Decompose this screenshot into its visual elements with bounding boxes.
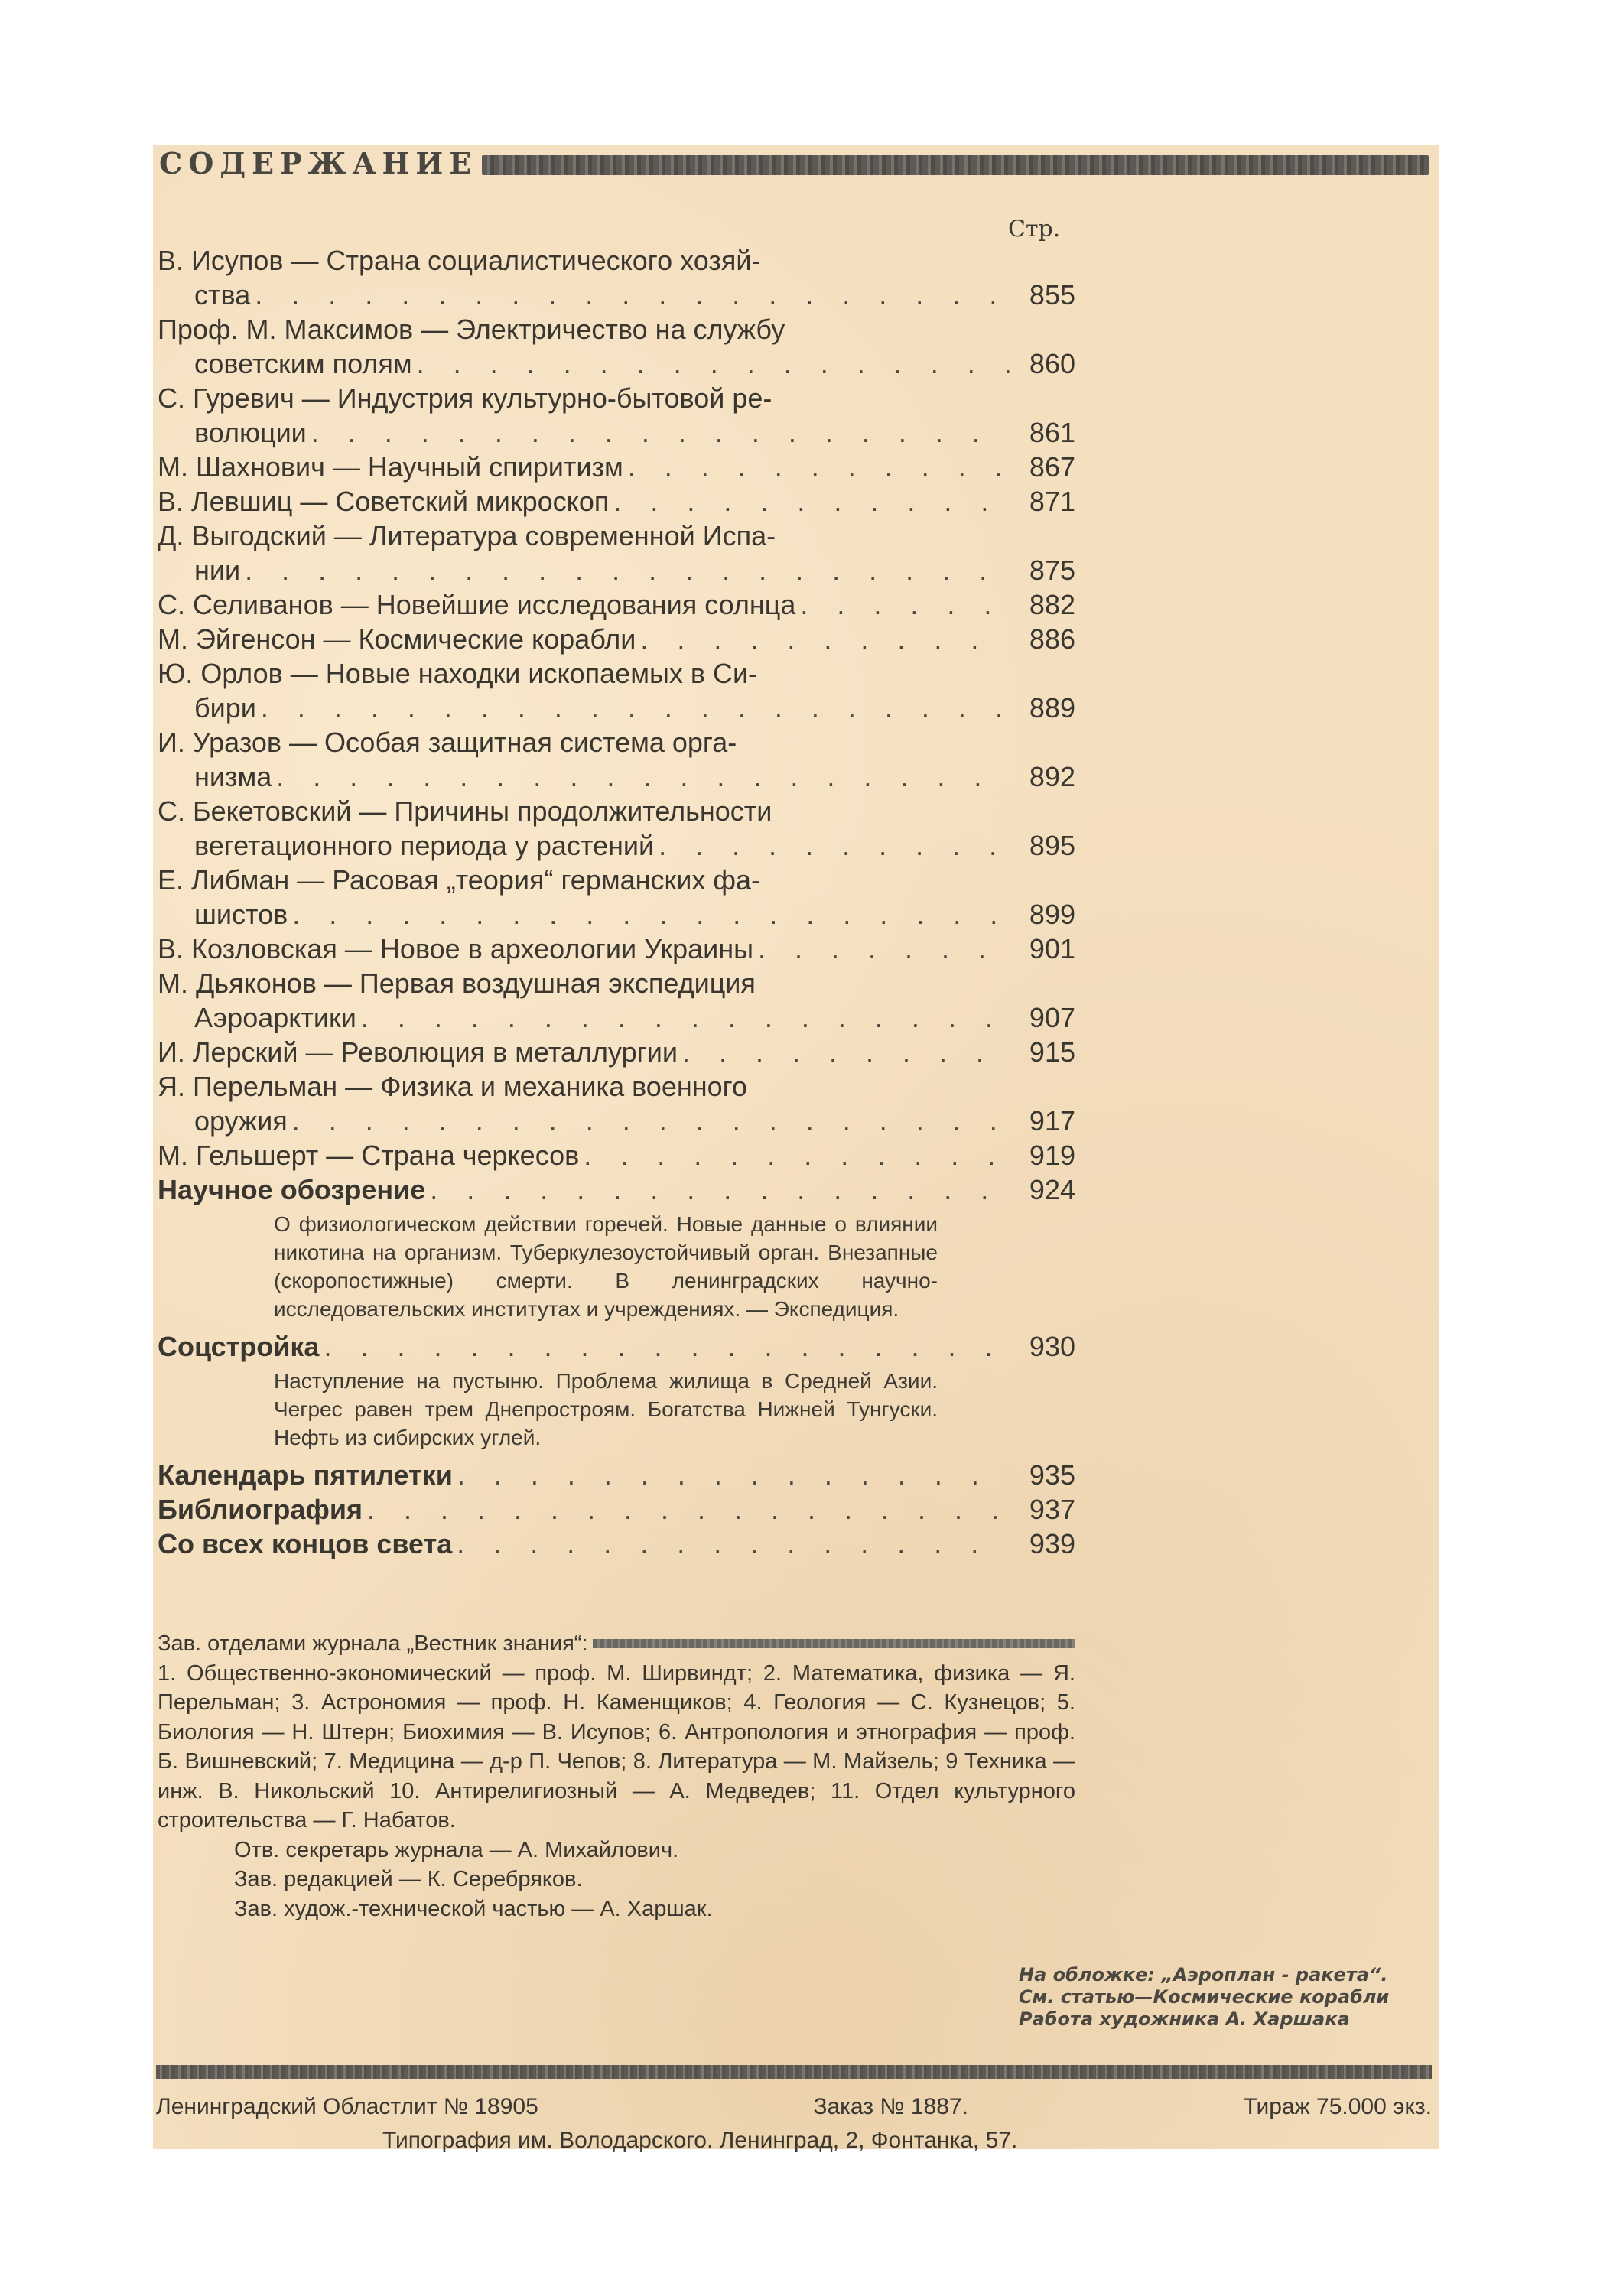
leader-dots: [272, 759, 1010, 794]
toc-page-number: 855: [1029, 279, 1075, 311]
section-title: Соцстройка: [158, 1331, 320, 1362]
toc-entry-text: Д. Выгодский — Литература современной Испа-: [158, 520, 776, 551]
toc-section-line: [158, 1329, 1075, 1364]
editorial-heading: Зав. отделами журнала „Вестник знания“:: [158, 1631, 588, 1656]
leader-dots: [288, 897, 1010, 932]
toc-entry-line: [158, 656, 1075, 691]
toc-page-number: 924: [1029, 1174, 1075, 1205]
toc-section-line: [158, 1527, 1075, 1561]
toc-page-number: 930: [1029, 1331, 1075, 1362]
toc-entry-line: [158, 1000, 1075, 1035]
leader-dots: [307, 415, 1010, 450]
toc-entry-text: В. Левшиц — Советский микроскоп: [158, 486, 610, 517]
toc-entry[interactable]: [158, 966, 1075, 1035]
page-column-label: Стр.: [1008, 216, 1061, 242]
toc-page-number: 901: [1029, 933, 1075, 964]
toc-entry[interactable]: [158, 863, 1075, 932]
toc-entry-text: ства: [194, 279, 251, 311]
toc-page-number: 937: [1029, 1494, 1075, 1525]
leader-dots: [654, 828, 1010, 863]
toc-entry-line: [158, 828, 1075, 863]
toc-section-line: [158, 1458, 1075, 1492]
toc-entry-line: [158, 553, 1075, 587]
toc-entry-line: [158, 346, 1075, 381]
toc-page-number: 915: [1029, 1036, 1075, 1068]
toc-page-number: 917: [1029, 1105, 1075, 1137]
toc-entry-text: вегетационного периода у растений: [194, 830, 655, 861]
leader-dots: [795, 587, 1010, 622]
printer-address: Типография им. Володарского. Ленинград, 2, Фонтанка, 57.: [382, 2128, 1018, 2153]
toc-entry-text: И. Уразов — Особая защитная система орга-: [158, 727, 737, 758]
toc-entry-text: оружия: [194, 1105, 288, 1137]
section-title: Научное обозрение: [158, 1174, 426, 1205]
toc-page-number: 895: [1029, 830, 1075, 861]
toc-page-number: 871: [1029, 486, 1075, 517]
cover-note: [1019, 1964, 1447, 2031]
editorial-board: [158, 1629, 1075, 1924]
toc-entry[interactable]: [158, 381, 1075, 450]
toc-entry[interactable]: [158, 519, 1075, 587]
toc-entry-line: [158, 519, 1075, 553]
leader-dots: [579, 1138, 1010, 1172]
toc-entry-text: М. Гельшерт — Страна черкесов: [158, 1140, 580, 1171]
toc-page-number: 907: [1029, 1002, 1075, 1033]
leader-dots: [356, 1000, 1010, 1035]
leader-dots: [288, 1104, 1010, 1138]
toc-entry-line: [158, 415, 1075, 450]
toc-entry-text: нии: [194, 554, 241, 586]
section-title: Календарь пятилетки: [158, 1459, 453, 1491]
section-annotation: О физиологическом действии горечей. Новые данные о влиянии никотина на организм. Туберкулезоустойчивый орган. Внезапные (скоропостижные) смерти. В ленинградских научно-исследовательских институтах и учреждениях. — Экспедиция.: [274, 1212, 938, 1321]
toc-page-number: 867: [1029, 451, 1075, 483]
toc-entry[interactable]: [158, 1069, 1075, 1138]
toc-entry[interactable]: [158, 243, 1075, 312]
leader-dots: [319, 1329, 1010, 1364]
toc-entry-text: Е. Либман — Расовая „теория“ германских фа-: [158, 864, 760, 896]
toc-entry-line: [158, 794, 1075, 828]
table-of-contents: [158, 243, 1075, 1561]
toc-entry-text: Я. Перельман — Физика и механика военного: [158, 1071, 747, 1102]
section-title: Библиография: [158, 1494, 363, 1525]
leader-dots: [240, 553, 1010, 587]
toc-entry-text: Ю. Орлов — Новые находки ископаемых в Си-: [158, 658, 758, 689]
toc-page-number: 939: [1029, 1528, 1075, 1559]
contents-header: [159, 147, 1429, 180]
leader-dots: [609, 484, 1010, 519]
censor-number: Ленинградский Областлит № 18905: [156, 2094, 538, 2119]
toc-entry-line: [158, 450, 1075, 484]
leader-dots: [453, 1458, 1010, 1492]
toc-page-number: 882: [1029, 589, 1075, 620]
toc-entry-text: низма: [194, 761, 272, 792]
toc-entry[interactable]: [158, 794, 1075, 863]
toc-entry-line: [158, 1138, 1075, 1172]
footer-rule: [156, 2065, 1432, 2079]
toc-entry[interactable]: [158, 450, 1075, 484]
toc-entry-line: [158, 759, 1075, 794]
toc-entry-line: [158, 312, 1075, 346]
toc-entry-line: [158, 622, 1075, 656]
imprint-row: [156, 2094, 1432, 2120]
toc-entry-line: [158, 278, 1075, 312]
toc-entry[interactable]: [158, 622, 1075, 656]
toc-entry-text: М. Шахнович — Научный спиритизм: [158, 451, 623, 483]
toc-entry-text: советским полям: [194, 348, 412, 379]
cover-note-line: См. статью—Космические корабли: [1019, 1986, 1390, 2008]
toc-entry-text: Аэроарктики: [194, 1002, 356, 1033]
print-run: Тираж 75.000 экз.: [1243, 2094, 1432, 2119]
toc-entry-text: С. Селиванов — Новейшие исследования солнца: [158, 589, 796, 620]
toc-entry[interactable]: [158, 1138, 1075, 1172]
leader-dots: [753, 932, 1010, 966]
toc-entry[interactable]: [158, 484, 1075, 519]
toc-page-number: 889: [1029, 692, 1075, 724]
toc-page-number: 919: [1029, 1140, 1075, 1171]
leader-dots: [678, 1035, 1010, 1069]
toc-entry-text: Проф. М. Максимов — Электричество на службу: [158, 314, 785, 345]
toc-section[interactable]: [158, 1172, 1075, 1323]
staff-line: Зав. редакцией — К. Серебряков.: [234, 1867, 583, 1891]
toc-entry[interactable]: [158, 656, 1075, 725]
toc-page-number: 875: [1029, 554, 1075, 586]
cover-note-line: На обложке: „Аэроплан - ракета“.: [1019, 1964, 1388, 1985]
toc-entry-line: [158, 1035, 1075, 1069]
staff-line: Зав. худож.-технической частью — А. Харшак.: [234, 1896, 713, 1921]
toc-section-line: [158, 1492, 1075, 1527]
toc-section[interactable]: [158, 1458, 1075, 1492]
toc-entry[interactable]: [158, 932, 1075, 966]
toc-entry-line: [158, 1069, 1075, 1104]
toc-entry-text: волюции: [194, 417, 307, 448]
leader-dots: [425, 1172, 1010, 1207]
toc-entry[interactable]: [158, 1035, 1075, 1069]
toc-entry[interactable]: [158, 587, 1075, 622]
leader-dots: [412, 346, 1010, 381]
journal-page: [153, 145, 1439, 2153]
editorial-heading-row: [158, 1629, 1075, 1659]
toc-section[interactable]: [158, 1527, 1075, 1561]
toc-entry-line: [158, 381, 1075, 415]
toc-entry-line: [158, 484, 1075, 519]
toc-page-number: 860: [1029, 348, 1075, 379]
ornamental-rule: [482, 155, 1429, 175]
leader-dots: [623, 450, 1010, 484]
toc-entry-line: [158, 897, 1075, 932]
toc-section-line: [158, 1172, 1075, 1207]
order-number: Заказ № 1887.: [813, 2094, 968, 2119]
toc-entry-text: С. Гуревич — Индустрия культурно-бытовой ре-: [158, 382, 772, 414]
toc-page-number: 892: [1029, 761, 1075, 792]
staff-line: Отв. секретарь журнала — А. Михайлович.: [234, 1837, 679, 1862]
toc-page-number: 935: [1029, 1459, 1075, 1491]
toc-page-number: 899: [1029, 899, 1075, 930]
toc-entry-text: М. Эйгенсон — Космические корабли: [158, 623, 636, 655]
leader-dots: [452, 1527, 1010, 1561]
toc-entry-line: [158, 691, 1075, 725]
toc-entry-line: [158, 863, 1075, 897]
toc-entry-line: [158, 966, 1075, 1000]
section-title: Со всех концов света: [158, 1528, 453, 1559]
toc-entry[interactable]: [158, 725, 1075, 794]
section-annotation: Наступление на пустыню. Проблема жилища в Средней Азии. Чегрес равен трем Днепростроям. Богатства Нижней Тунгуски. Нефть из сибирских углей.: [274, 1369, 938, 1449]
toc-entry-text: В. Исупов — Страна социалистического хозяй-: [158, 245, 761, 276]
toc-entry-line: [158, 725, 1075, 759]
toc-entry-line: [158, 1104, 1075, 1138]
toc-entry-text: бири: [194, 692, 256, 724]
toc-entry-text: М. Дьяконов — Первая воздушная экспедиция: [158, 968, 756, 999]
leader-dots: [363, 1492, 1010, 1527]
toc-page-number: 861: [1029, 417, 1075, 448]
toc-page-number: 886: [1029, 623, 1075, 655]
editorial-rule: [593, 1639, 1075, 1648]
leader-dots: [250, 278, 1010, 312]
editorial-departments: 1. Общественно-экономический — проф. М. Ширвиндт; 2. Математика, физика — Я. Перельман; 3. Астрономия — проф. Н. Каменщиков; 4. Геология — С. Кузнецов; 5. Биология — Н. Штерн; Биохимия — В. Исупов; 6. Антропология и этнография — проф. Б. Вишневский; 7. Медицина — д-р П. Чепов; 8. Литература — М. Майзель; 9 Техника — инж. В. Никольский 10. Антирелигиозный — А. Медведев; 11. Отдел культурного строительства — Г. Набатов.: [158, 1660, 1075, 1833]
toc-entry[interactable]: [158, 312, 1075, 381]
toc-entry-line: [158, 932, 1075, 966]
toc-entry-text: С. Бекетовский — Причины продолжительности: [158, 795, 772, 827]
toc-entry-line: [158, 243, 1075, 278]
toc-section[interactable]: [158, 1492, 1075, 1527]
toc-section[interactable]: [158, 1329, 1075, 1452]
toc-entry-line: [158, 587, 1075, 622]
leader-dots: [256, 691, 1010, 725]
page-title: СОДЕРЖАНИЕ: [159, 146, 478, 180]
leader-dots: [636, 622, 1010, 656]
toc-entry-text: И. Лерский — Революция в металлургии: [158, 1036, 678, 1068]
toc-entry-text: шистов: [194, 899, 288, 930]
editorial-staff: [158, 1836, 1075, 1924]
toc-entry-text: В. Козловская — Новое в археологии Украины: [158, 933, 754, 964]
cover-note-line: Работа художника А. Харшака: [1019, 2008, 1350, 2030]
